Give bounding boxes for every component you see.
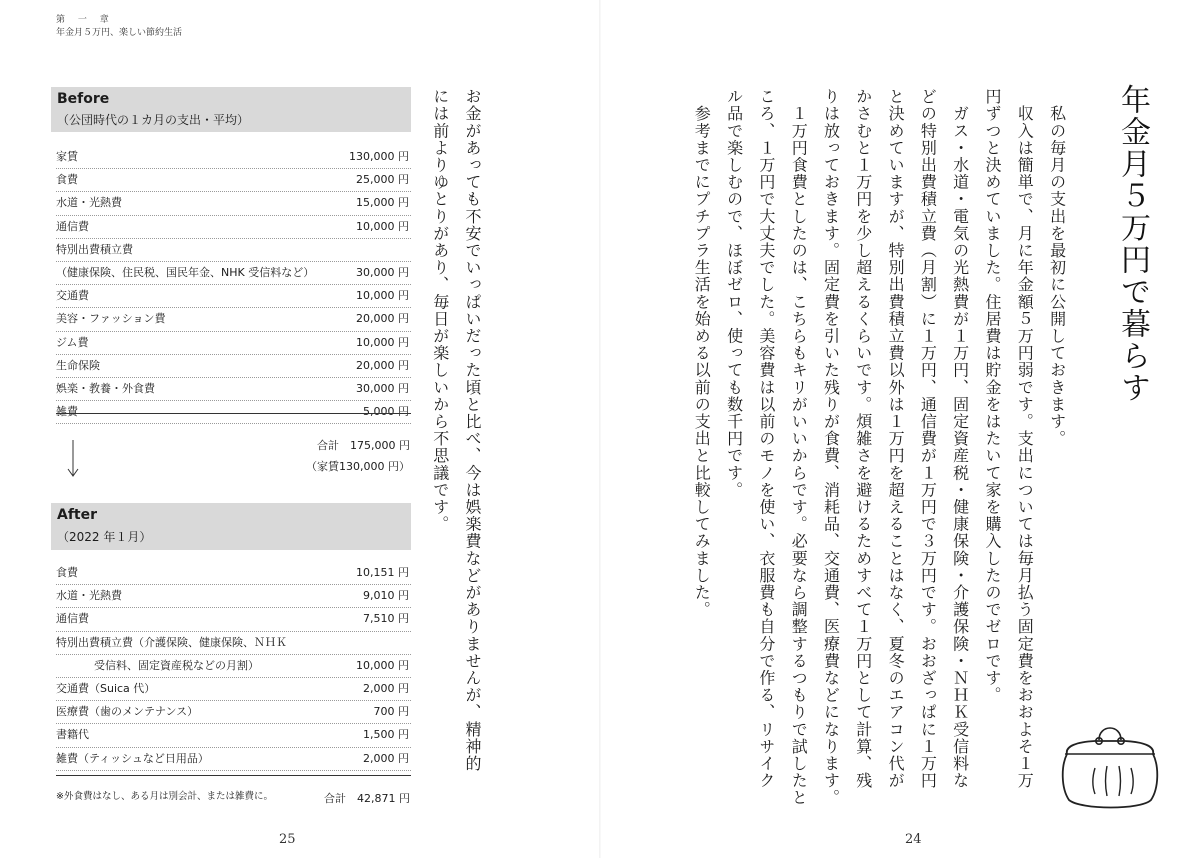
body-line: 参考までにプチプラ生活を始める以前の支出と比較してみました。 bbox=[692, 88, 712, 619]
row-amount: 30,000 円 bbox=[356, 381, 409, 395]
row-amount: 2,000 円 bbox=[363, 681, 409, 695]
row-amount: 10,000 円 bbox=[356, 289, 409, 303]
row-label: 通信費 bbox=[56, 612, 89, 626]
row-label: （健康保険、住民税、国民年金、NHK 受信料など） bbox=[56, 265, 315, 279]
before-header bbox=[51, 87, 411, 132]
row-label: 雑費（ティッシュなど日用品） bbox=[56, 751, 209, 765]
row-amount: 15,000 円 bbox=[356, 196, 409, 210]
before-expense-table bbox=[56, 146, 411, 424]
row-label: 交通費 bbox=[56, 289, 89, 303]
row-amount: 10,000 円 bbox=[356, 219, 409, 233]
coin-purse-icon bbox=[1055, 710, 1165, 815]
table-row bbox=[56, 308, 411, 331]
table-row bbox=[56, 285, 411, 308]
down-arrow-icon bbox=[67, 440, 79, 478]
table-row bbox=[56, 748, 411, 771]
table-row bbox=[56, 608, 411, 631]
row-label: 美容・ファッション費 bbox=[56, 312, 166, 326]
after-header bbox=[51, 503, 411, 550]
row-label: 水道・光熱費 bbox=[56, 196, 122, 210]
table-row bbox=[56, 701, 411, 724]
row-label: 食費 bbox=[56, 173, 78, 187]
chapter-label: 第 一 章 bbox=[56, 15, 114, 25]
row-label: 書籍代 bbox=[56, 728, 89, 742]
table-row bbox=[56, 355, 411, 378]
after-total: 合計 42,871 円 bbox=[324, 792, 410, 805]
table-row bbox=[56, 332, 411, 355]
left-vertical-text bbox=[423, 88, 488, 772]
body-line: どの特別出費積立費（月割）に１万円、通信費が１万円で３万円です。おおざっぱに１万円 bbox=[918, 88, 938, 790]
row-amount: 20,000 円 bbox=[356, 358, 409, 372]
body-line: ころ、１万円で大丈夫でした。美容費は以前のモノを使い、衣服費も自分で作る、リサイク bbox=[756, 88, 776, 790]
table-row bbox=[56, 378, 411, 401]
body-line: りは放っておきます。固定費を引いた残りが食費、消耗品、交通費、医療費などになります。 bbox=[821, 88, 841, 807]
before-total-note: （家賃130,000 円） bbox=[306, 460, 410, 473]
row-label: 医療費（歯のメンテナンス） bbox=[56, 705, 199, 719]
row-label: 受信料、固定資産税などの月割） bbox=[94, 658, 259, 672]
row-label: 交通費（Suica 代） bbox=[56, 681, 156, 695]
row-amount: 10,000 円 bbox=[356, 335, 409, 349]
table-row bbox=[56, 724, 411, 747]
table-row bbox=[56, 262, 411, 285]
table-row bbox=[56, 678, 411, 701]
row-amount: 130,000 円 bbox=[349, 150, 409, 163]
table-row bbox=[56, 632, 411, 655]
after-expense-table bbox=[56, 562, 411, 771]
row-label: 娯楽・教養・外食費 bbox=[56, 381, 155, 395]
body-line: １万円食費としたのは、こちらもキリがいいからです。必要なら調整するつもりで試したと bbox=[789, 88, 809, 807]
body-line: 私の毎月の支出を最初に公開しておきます。 bbox=[1047, 88, 1067, 448]
table-row bbox=[56, 169, 411, 192]
left-page-number: 25 bbox=[279, 832, 296, 847]
row-label: 水道・光熱費 bbox=[56, 589, 122, 603]
row-label: 食費 bbox=[56, 566, 78, 579]
left-text-line: お金があっても不安でいっぱいだった頃と比べ、今は娯楽費などがありませんが、精神的 bbox=[463, 88, 482, 772]
table-row bbox=[56, 192, 411, 215]
row-label: ジム費 bbox=[56, 335, 89, 349]
after-subtitle: （2022 年１月） bbox=[57, 530, 152, 544]
row-amount: 10,000 円 bbox=[356, 658, 409, 672]
row-amount: 9,010 円 bbox=[363, 589, 409, 603]
body-line: 収入は簡単で、月に年金額５万円弱です。支出については毎月払う固定費をおおよそ１万 bbox=[1015, 88, 1035, 790]
row-amount: 2,000 円 bbox=[363, 751, 409, 765]
row-label: 特別出費積立費 bbox=[56, 242, 133, 256]
before-table-rule bbox=[56, 413, 411, 414]
after-table-rule bbox=[56, 775, 411, 776]
row-amount: 1,500 円 bbox=[363, 728, 409, 742]
table-row bbox=[56, 585, 411, 608]
body-line: と決めていますが、特別出費積立費以外は１万円を超えることはなく、夏冬のエアコン代が bbox=[886, 88, 906, 790]
row-label: 家賃 bbox=[56, 150, 78, 163]
running-head bbox=[56, 14, 182, 40]
row-amount: 30,000 円 bbox=[356, 265, 409, 279]
row-amount: 25,000 円 bbox=[356, 173, 409, 187]
table-row bbox=[56, 146, 411, 169]
body-line: かさむと１万円を少し超えるくらいです。煩雑さを避けるためすべて１万円として計算、残 bbox=[853, 88, 873, 790]
row-amount: 5,000 円 bbox=[363, 405, 409, 419]
table-row bbox=[56, 239, 411, 262]
row-label: 雑費 bbox=[56, 405, 78, 419]
row-label: 通信費 bbox=[56, 219, 89, 233]
before-title: Before bbox=[57, 91, 110, 107]
left-text-line: には前よりゆとりがあり、毎日が楽しいから不思議です。 bbox=[430, 88, 450, 533]
row-amount: 7,510 円 bbox=[363, 612, 409, 626]
chapter-heading: 年金月５万円で暮らす bbox=[1115, 84, 1150, 404]
row-label: 生命保険 bbox=[56, 358, 100, 372]
table-row bbox=[56, 562, 411, 585]
right-vertical-body bbox=[685, 88, 1073, 806]
body-line: 円ずつと決めていました。住居費は貯金をはたいて家を購入したのでゼロです。 bbox=[982, 88, 1002, 704]
row-amount: 20,000 円 bbox=[356, 312, 409, 326]
row-label: 特別出費積立費（介護保険、健康保険、ＮＨＫ bbox=[56, 635, 287, 649]
before-total: 合計 175,000 円 bbox=[317, 439, 410, 452]
before-subtitle: （公団時代の１カ月の支出・平均） bbox=[57, 113, 250, 127]
after-title: After bbox=[57, 507, 98, 523]
after-note: ※外食費はなし、ある月は別会計、または雑費に。 bbox=[56, 791, 273, 802]
table-row bbox=[56, 655, 411, 678]
chapter-subtitle: 年金月５万円、楽しい節約生活 bbox=[56, 28, 183, 38]
right-page-number: 24 bbox=[905, 832, 922, 847]
row-amount: 700 円 bbox=[373, 705, 409, 719]
body-line: ル品で楽しむので、ほぼゼロ、使っても数千円です。 bbox=[724, 88, 744, 499]
table-row bbox=[56, 216, 411, 239]
row-amount: 10,151 円 bbox=[356, 566, 409, 579]
body-line: ガス・水道・電気の光熱費が１万円、固定資産税・健康保険・介護保険・ＮＨＫ受信料な bbox=[950, 88, 970, 790]
